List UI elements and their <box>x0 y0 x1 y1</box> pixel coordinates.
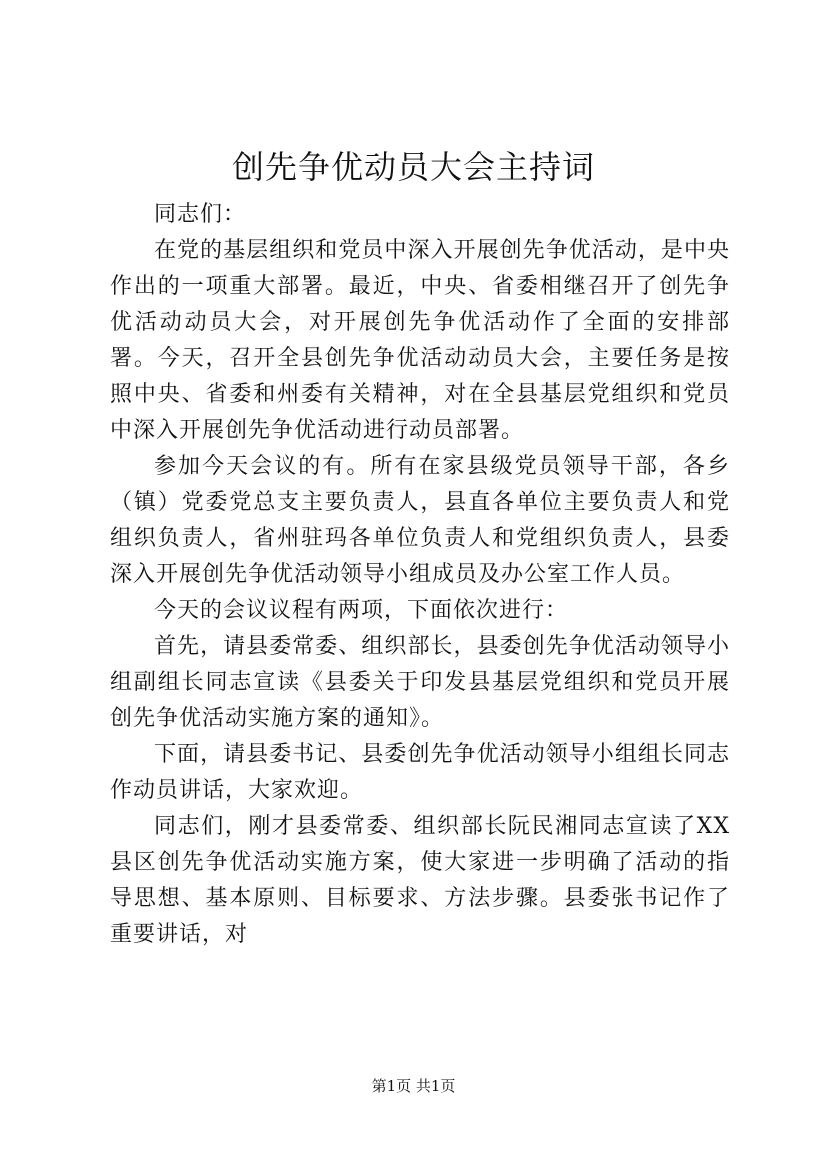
paragraph: 首先，请县委常委、组织部长，县委创先争优活动领导小组副组长同志宣读《县委关于印发县基层党组织和党员开展创先争优活动实施方案的通知》。 <box>110 634 730 731</box>
document-body <box>110 197 730 953</box>
paragraph-salutation: 同志们： <box>154 202 247 227</box>
paragraph: 在党的基层组织和党员中深入开展创先争优活动，是中央作出的一项重大部署。最近，中央、省委相继召开了创先争优活动动员大会，对开展创先争优活动作了全面的安排部署。今天，召开全县创先争优活动动员大会，主要任务是按照中央、省委和州委有关精神，对在全县基层党组织和党员中深入开展创先争优活动进行动员部署。 <box>110 238 730 443</box>
page-number-footer: 第1页 共1页 <box>371 1077 456 1095</box>
paragraph: 同志们，刚才县委常委、组织部长阮民湘同志宣读了XX县区创先争优活动实施方案，使大家进一步明确了活动的指导思想、基本原则、目标要求、方法步骤。县委张书记作了重要讲话，对 <box>110 814 730 947</box>
paragraph: 下面，请县委书记、县委创先争优活动领导小组组长同志作动员讲话，大家欢迎。 <box>110 742 730 803</box>
document-title: 创先争优动员大会主持词 <box>231 148 595 186</box>
paragraph: 参加今天会议的有。所有在家县级党员领导干部，各乡（镇）党委党总支主要负责人，县直各单位主要负责人和党组织负责人，省州驻玛各单位负责人和党组织负责人，县委深入开展创先争优活动领导小组成员及办公室工作人员。 <box>110 454 730 587</box>
paragraph: 今天的会议议程有两项，下面依次进行： <box>154 598 569 623</box>
